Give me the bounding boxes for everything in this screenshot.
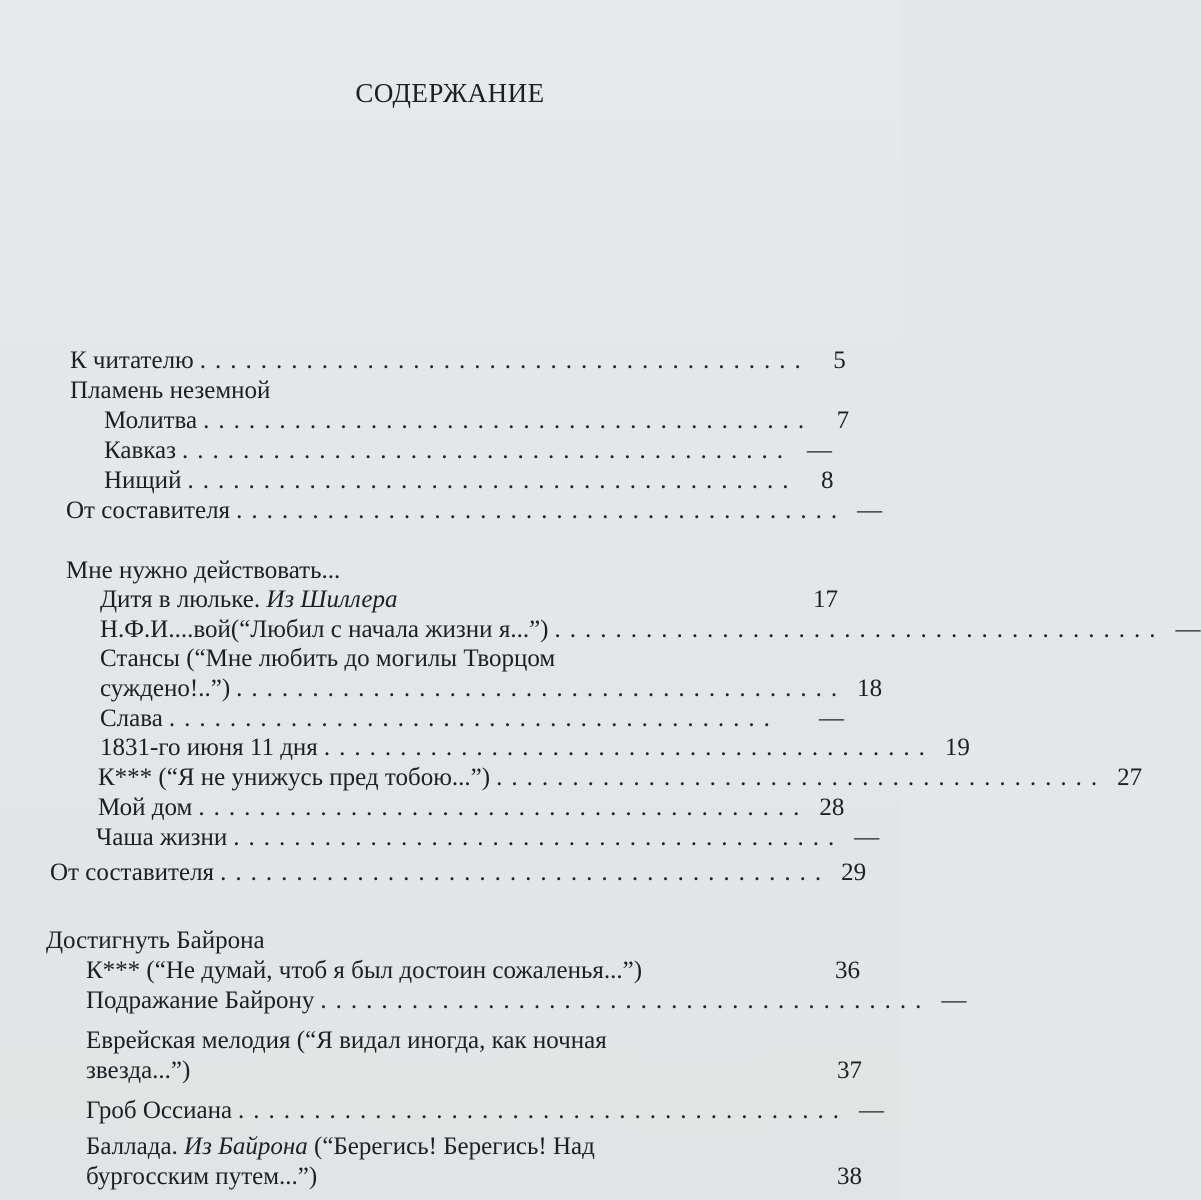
toc-entry bbox=[100, 704, 844, 734]
dot-leader: ........................................ bbox=[187, 467, 798, 494]
toc-entry-page: 5 bbox=[833, 347, 846, 374]
toc-entry bbox=[50, 858, 867, 888]
toc-entry-title: Подражание Байрону bbox=[86, 987, 315, 1014]
dot-leader: ........................................ bbox=[198, 794, 809, 821]
dot-leader: ........................................ bbox=[320, 987, 931, 1014]
toc-entry bbox=[86, 1096, 885, 1126]
toc-entry-italic: Из Шиллера bbox=[266, 586, 398, 613]
toc-entry bbox=[104, 406, 850, 436]
toc-section-title: Пламень неземной bbox=[70, 377, 271, 404]
toc-entry bbox=[96, 823, 880, 853]
toc-entry-title: Слава bbox=[100, 705, 163, 732]
toc-entry-page: — bbox=[941, 987, 967, 1014]
toc-entry bbox=[86, 1162, 862, 1192]
toc-entry-page: 18 bbox=[857, 675, 883, 702]
toc-entry bbox=[98, 793, 844, 823]
toc-entry bbox=[100, 615, 1201, 645]
toc-entry-title: От составителя bbox=[50, 859, 215, 886]
toc-entry bbox=[66, 496, 883, 526]
dot-leader: ........................................ bbox=[199, 347, 810, 374]
toc-section-title: Мне нужно действовать... bbox=[66, 557, 341, 584]
toc-entry-page: 19 bbox=[944, 734, 970, 761]
toc-entry bbox=[104, 466, 832, 496]
toc-entry-page: 29 bbox=[841, 859, 867, 886]
toc-entry-title: От составителя bbox=[66, 497, 231, 524]
toc-entry-title: Молитва bbox=[104, 407, 198, 434]
toc-entry-title: Еврейская мелодия (“Я видал иногда, как ночная bbox=[86, 1027, 607, 1054]
toc-entry bbox=[70, 346, 846, 376]
toc-entry-page: — bbox=[859, 1097, 885, 1124]
toc-entry-title: Нищий bbox=[104, 467, 182, 494]
toc-entry-title: Кавказ bbox=[104, 437, 176, 464]
toc-entry-title: К*** (“Я не унижусь пред тобою...”) bbox=[98, 764, 491, 791]
toc-entry bbox=[100, 585, 838, 615]
dot-leader: ........................................ bbox=[168, 705, 779, 732]
toc-entry-title-cont: суждено!..”) bbox=[100, 675, 231, 702]
toc-entry-page: — bbox=[819, 705, 844, 732]
toc-entry bbox=[86, 1056, 862, 1086]
toc-entry-title-cont: бургосским путем...”) bbox=[86, 1163, 318, 1190]
toc-entry bbox=[104, 436, 832, 466]
toc-entry-page: 27 bbox=[1117, 764, 1143, 791]
toc-entry-title: Чаша жизни bbox=[96, 824, 228, 851]
toc-entry bbox=[100, 733, 970, 763]
toc-entry-title: Дитя в люльке. Из Шиллера bbox=[100, 586, 398, 613]
dot-leader: ........................................ bbox=[203, 407, 814, 434]
toc-entry-title: Н.Ф.И....вой(“Любил с начала жизни я...”) bbox=[100, 616, 549, 643]
toc-entry-title: Баллада. Из Байрона (“Берегись! Берегись! Над bbox=[86, 1133, 595, 1160]
dot-leader: ........................................ bbox=[182, 437, 792, 464]
toc-entry bbox=[86, 956, 860, 986]
toc-section-title: Достигнуть Байрона bbox=[46, 927, 265, 954]
dot-leader: ........................................ bbox=[496, 764, 1107, 791]
toc-entry bbox=[100, 674, 883, 704]
toc-entry-page: 7 bbox=[836, 407, 850, 434]
dot-leader: ........................................ bbox=[554, 616, 1165, 643]
toc-entry-title: 1831-го июня 11 дня bbox=[100, 734, 318, 761]
dot-leader: ........................................ bbox=[238, 1097, 849, 1124]
toc-entry-page: — bbox=[854, 824, 880, 851]
toc-entry-page: — bbox=[857, 497, 883, 524]
toc-entry-page: 38 bbox=[837, 1163, 862, 1190]
toc-entry-italic: Из Байрона bbox=[184, 1133, 308, 1160]
toc-entry-title: Гроб Оссиана bbox=[86, 1097, 233, 1124]
toc-entry-page: 17 bbox=[813, 586, 838, 613]
dot-leader: ........................................ bbox=[233, 824, 844, 851]
toc-entry-title-cont: звезда...”) bbox=[86, 1057, 191, 1084]
toc-entry bbox=[98, 763, 1143, 793]
toc-entry bbox=[86, 986, 967, 1016]
toc-entry-page: 37 bbox=[837, 1057, 862, 1084]
toc-entry-page: 28 bbox=[819, 794, 845, 821]
toc-entry-title: Мой дом bbox=[98, 794, 193, 821]
dot-leader: ........................................ bbox=[236, 675, 847, 702]
dot-leader: ........................................ bbox=[220, 859, 831, 886]
toc-entry-page: 8 bbox=[820, 467, 834, 494]
toc-entry-title: Стансы (“Мне любить до могилы Творцом bbox=[100, 645, 556, 672]
toc-entry-page: 36 bbox=[835, 957, 860, 984]
page-title: СОДЕРЖАНИЕ bbox=[355, 78, 545, 108]
toc-entry-title: К читателю bbox=[70, 347, 194, 374]
toc-entry-page: — bbox=[807, 437, 832, 464]
dot-leader: ........................................ bbox=[236, 497, 847, 524]
toc-entry-title: К*** (“Не думай, чтоб я был достоин сожаленья...”) bbox=[86, 957, 643, 984]
toc-entry-page: — bbox=[1175, 616, 1201, 643]
dot-leader: ........................................ bbox=[323, 734, 934, 761]
